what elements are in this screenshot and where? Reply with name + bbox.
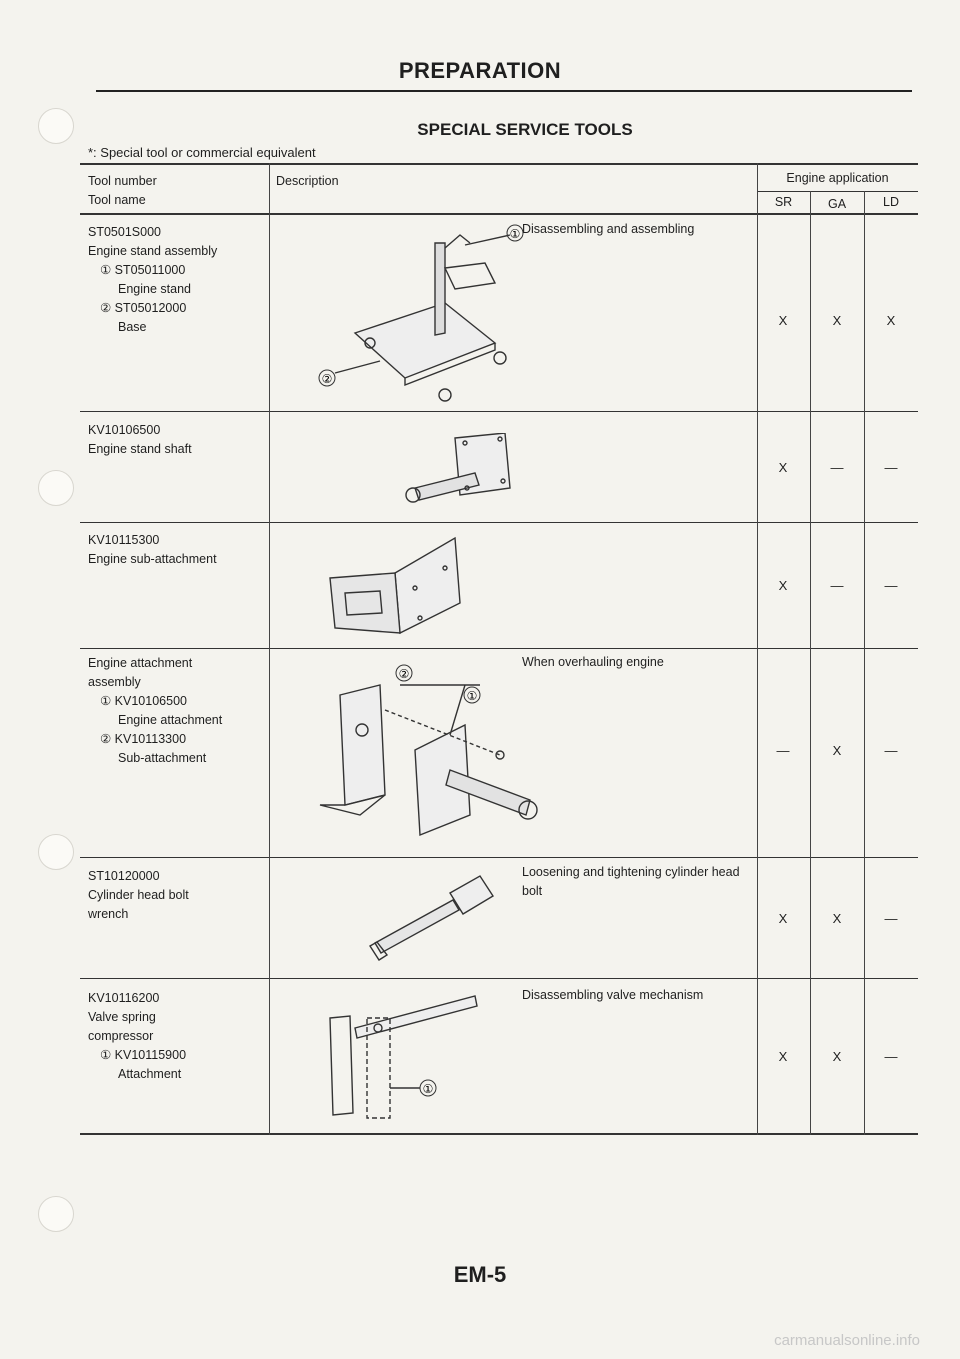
tool-number: ST10120000 <box>88 869 160 883</box>
row-rule <box>80 522 918 523</box>
tool-name: Engine attachment <box>88 656 193 670</box>
tool-part-number: ② KV10113300 <box>100 732 187 746</box>
row-rule <box>80 411 918 412</box>
tool-description: Loosening and tightening cylinder head bolt <box>522 865 740 898</box>
app-mark-sr: X <box>778 578 788 593</box>
engine-stand-shaft-illustration <box>395 433 525 518</box>
tool-description: Disassembling valve mechanism <box>522 988 704 1002</box>
tool-cell <box>88 867 189 924</box>
tool-cell <box>88 654 222 768</box>
tool-number: KV10106500 <box>88 423 161 437</box>
header-engine-ga: GA <box>827 197 847 211</box>
special-tool-note: *: Special tool or commercial equivalent <box>88 145 316 160</box>
tool-description: Disassembling and assembling <box>522 222 695 236</box>
callout-label: ② <box>398 667 410 681</box>
app-mark-ld: — <box>884 743 898 758</box>
engine-stand-illustration <box>295 223 525 403</box>
tool-cell <box>88 989 186 1084</box>
app-mark-ga: X <box>832 313 842 328</box>
tool-name: Cylinder head bolt <box>88 888 189 902</box>
app-mark-ld: — <box>884 1049 898 1064</box>
tool-description: When overhauling engine <box>522 655 664 669</box>
tool-part-name: Base <box>118 320 147 334</box>
app-mark-ga: — <box>830 578 844 593</box>
tool-name: Engine stand shaft <box>88 442 192 456</box>
tool-part-name: Engine attachment <box>118 713 223 727</box>
app-mark-ld: X <box>886 313 896 328</box>
tool-part-number: ② ST05012000 <box>100 301 187 315</box>
app-mark-ga: X <box>832 1049 842 1064</box>
tool-name: compressor <box>88 1029 154 1043</box>
app-mark-ld: — <box>884 460 898 475</box>
tool-part-number: ① KV10115900 <box>100 1048 187 1062</box>
app-mark-ga: X <box>832 911 842 926</box>
app-mark-sr: X <box>778 911 788 926</box>
header-bottom-rule <box>80 213 918 215</box>
tool-name: Engine stand assembly <box>88 244 218 258</box>
table-bottom-rule <box>80 1133 918 1135</box>
tool-name: Engine sub-attachment <box>88 552 217 566</box>
app-mark-ga: X <box>832 743 842 758</box>
valve-spring-compressor-illustration <box>305 988 505 1128</box>
tool-name: wrench <box>88 907 129 921</box>
tool-number: KV10116200 <box>88 991 160 1005</box>
cylinder-head-bolt-wrench-illustration <box>365 868 515 968</box>
callout-label: ① <box>466 689 478 703</box>
tool-number: ST0501S000 <box>88 225 161 239</box>
engine-sub-attachment-illustration <box>320 533 470 643</box>
header-engine-ld: LD <box>883 195 899 209</box>
header-tool-name: Tool name <box>88 193 146 207</box>
callout-label: ① <box>509 227 521 241</box>
column-rule <box>757 163 758 1135</box>
row-rule <box>80 648 918 649</box>
tool-number: KV10115300 <box>88 533 160 547</box>
app-mark-sr: X <box>778 1049 788 1064</box>
section-title: SPECIAL SERVICE TOOLS <box>417 120 633 139</box>
app-mark-sr: X <box>778 460 788 475</box>
app-mark-ga: — <box>830 460 844 475</box>
watermark: carmanualsonline.info <box>774 1332 920 1349</box>
binder-hole <box>38 470 74 506</box>
callout-label: ① <box>422 1082 434 1096</box>
header-mid-rule <box>757 191 918 192</box>
engine-attachment-assembly-illustration <box>300 655 540 850</box>
page-title: PREPARATION <box>398 58 562 83</box>
title-rule <box>96 90 912 92</box>
header-engine-sr: SR <box>774 195 793 209</box>
app-mark-sr: — <box>776 743 790 758</box>
tool-part-number: ① ST05011000 <box>100 263 186 277</box>
binder-hole <box>38 834 74 870</box>
binder-hole <box>38 1196 74 1232</box>
tool-part-name: Attachment <box>118 1067 182 1081</box>
page-number: EM-5 <box>453 1262 507 1287</box>
column-rule <box>810 191 811 1135</box>
tool-name: Valve spring <box>88 1010 156 1024</box>
row-rule <box>80 857 918 858</box>
header-tool-number: Tool number <box>88 174 157 188</box>
column-rule <box>269 163 270 1135</box>
tool-part-name: Engine stand <box>118 282 191 296</box>
app-mark-sr: X <box>778 313 788 328</box>
header-description: Description <box>276 174 339 188</box>
tool-cell <box>88 223 217 337</box>
tool-name: assembly <box>88 675 141 689</box>
app-mark-ld: — <box>884 578 898 593</box>
tool-part-name: Sub-attachment <box>118 751 207 765</box>
table-top-rule <box>80 163 918 165</box>
callout-label: ② <box>321 372 333 386</box>
column-rule <box>864 191 865 1135</box>
app-mark-ld: — <box>884 911 898 926</box>
row-rule <box>80 978 918 979</box>
header-engine-application: Engine application <box>786 171 889 185</box>
tool-cell <box>88 421 192 459</box>
special-service-tools-table <box>80 163 918 1135</box>
tool-cell <box>88 531 217 569</box>
tool-part-number: ① KV10106500 <box>100 694 187 708</box>
